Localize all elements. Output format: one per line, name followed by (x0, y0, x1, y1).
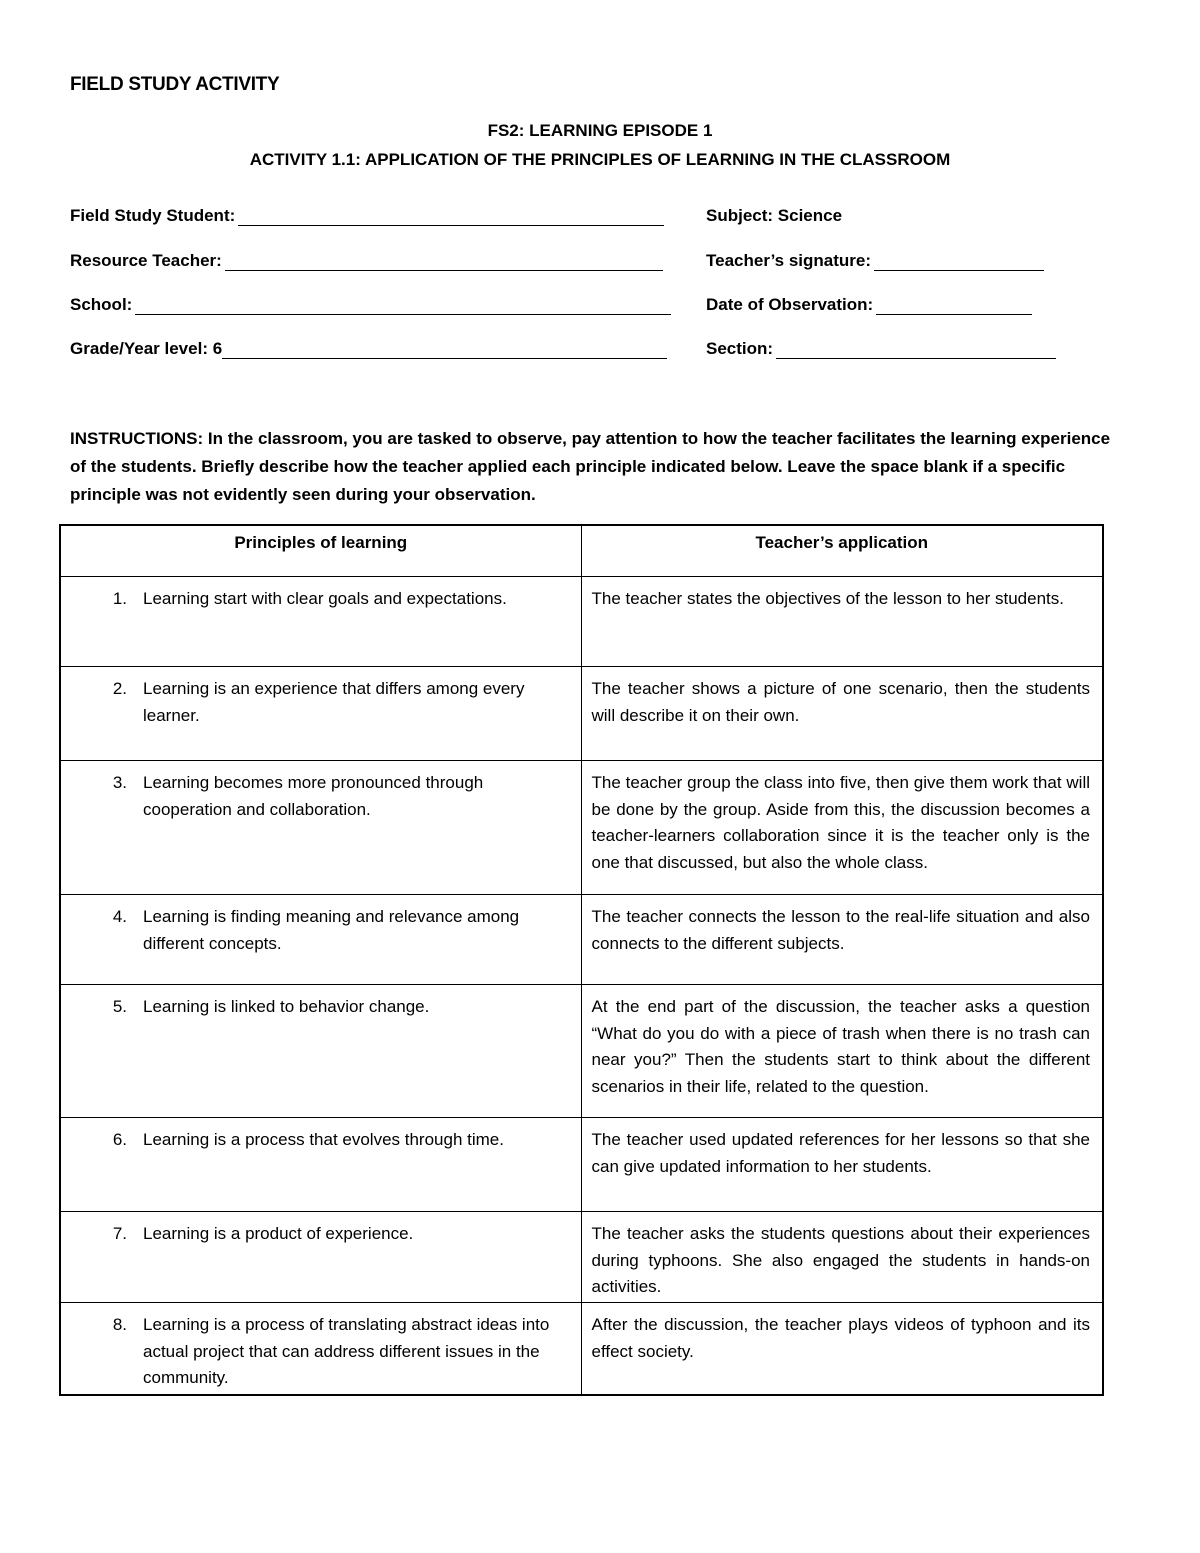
date-observation-field (706, 295, 1032, 315)
principle-number: 6. (112, 1130, 127, 1149)
field-study-student-line[interactable] (238, 209, 664, 226)
principle-cell (60, 1118, 581, 1212)
field-study-student-label: Field Study Student: (70, 206, 236, 225)
principle-number: 8. (112, 1315, 127, 1334)
school-label: School: (70, 295, 133, 314)
table-row (60, 895, 1103, 985)
principle-number: 7. (112, 1224, 127, 1243)
principle-text: Learning is an experience that differs among every learner. (143, 679, 525, 725)
header-principles: Principles of learning (60, 525, 581, 577)
activity-heading: ACTIVITY 1.1: APPLICATION OF THE PRINCIPLES OF LEARNING IN THE CLASSROOM (249, 150, 951, 169)
application-cell[interactable]: The teacher group the class into five, then give them work that will be done by the group. Aside from this, the discussion becomes a teacher-learners collaboration since it is the teacher only is the one that discussed, but also the whole class. (581, 761, 1103, 895)
principle-cell (60, 761, 581, 895)
header-application: Teacher’s application (581, 525, 1103, 577)
teacher-signature-label: Teacher’s signature: (706, 251, 872, 270)
principles-table (59, 524, 1104, 1396)
resource-teacher-field (70, 251, 663, 271)
document-title: FIELD STUDY ACTIVITY (70, 74, 280, 95)
principle-text: Learning becomes more pronounced through cooperation and collaboration. (143, 773, 484, 819)
principle-cell (60, 895, 581, 985)
principle-text: Learning is a process that evolves through time. (143, 1130, 504, 1149)
application-cell[interactable]: The teacher used updated references for her lessons so that she can give updated information to her students. (581, 1118, 1103, 1212)
section-field (706, 339, 1056, 359)
resource-teacher-line[interactable] (225, 254, 663, 271)
table-row (60, 761, 1103, 895)
application-cell[interactable]: The teacher shows a picture of one scenario, then the students will describe it on their own. (581, 667, 1103, 761)
principle-number: 5. (112, 997, 127, 1016)
date-observation-label: Date of Observation: (706, 295, 874, 314)
application-cell[interactable]: The teacher connects the lesson to the real-life situation and also connects to the different subjects. (581, 895, 1103, 985)
principle-number: 1. (112, 589, 127, 608)
table-row (60, 577, 1103, 667)
subject-label: Subject: Science (706, 206, 843, 225)
resource-teacher-label: Resource Teacher: (70, 251, 222, 270)
principle-cell (60, 667, 581, 761)
principle-text: Learning is a process of translating abstract ideas into actual project that can address different issues in the community. (143, 1315, 550, 1387)
principle-cell (60, 1303, 581, 1395)
principle-cell (60, 1212, 581, 1303)
principle-cell (60, 985, 581, 1118)
grade-year-field (70, 339, 667, 359)
school-line[interactable] (135, 298, 671, 315)
application-cell[interactable]: At the end part of the discussion, the teacher asks a question “What do you do with a piece of trash when there is no trash can near you?” Then the students start to think about the different scenarios in their life, related to the question. (581, 985, 1103, 1118)
principle-number: 2. (112, 679, 127, 698)
table-row (60, 985, 1103, 1118)
instructions-text: INSTRUCTIONS: In the classroom, you are tasked to observe, pay attention to how the teacher facilitates the learning experience of the students. Briefly describe how the teacher applied each principle indicated below. Leave the space blank if a specific principle was not evidently seen during your observation. (70, 429, 1111, 504)
application-cell[interactable]: The teacher states the objectives of the lesson to her students. (581, 577, 1103, 667)
principle-text: Learning is a product of experience. (143, 1224, 414, 1243)
principle-text: Learning is linked to behavior change. (143, 997, 430, 1016)
table-row (60, 1303, 1103, 1395)
table-row (60, 1212, 1103, 1303)
principle-cell (60, 577, 581, 667)
grade-year-line[interactable] (222, 342, 667, 359)
section-line[interactable] (776, 342, 1056, 359)
school-field (70, 295, 671, 315)
table-row (60, 667, 1103, 761)
application-cell[interactable]: After the discussion, the teacher plays videos of typhoon and its effect society. (581, 1303, 1103, 1395)
section-label: Section: (706, 339, 774, 358)
episode-heading: FS2: LEARNING EPISODE 1 (487, 121, 713, 140)
principle-text: Learning is finding meaning and relevance among different concepts. (143, 907, 520, 953)
teacher-signature-field (706, 251, 1044, 271)
date-observation-line[interactable] (876, 298, 1032, 315)
application-cell[interactable]: The teacher asks the students questions about their experiences during typhoons. She also engaged the students in hands-on activities. (581, 1212, 1103, 1303)
teacher-signature-line[interactable] (874, 254, 1044, 271)
principle-number: 4. (112, 907, 127, 926)
principle-number: 3. (112, 773, 127, 792)
field-study-student-field (70, 206, 664, 226)
grade-year-label: Grade/Year level: 6 (70, 339, 223, 358)
table-row (60, 1118, 1103, 1212)
principle-text: Learning start with clear goals and expectations. (143, 589, 507, 608)
table-header-row (60, 525, 1103, 577)
subject-field (706, 206, 842, 226)
